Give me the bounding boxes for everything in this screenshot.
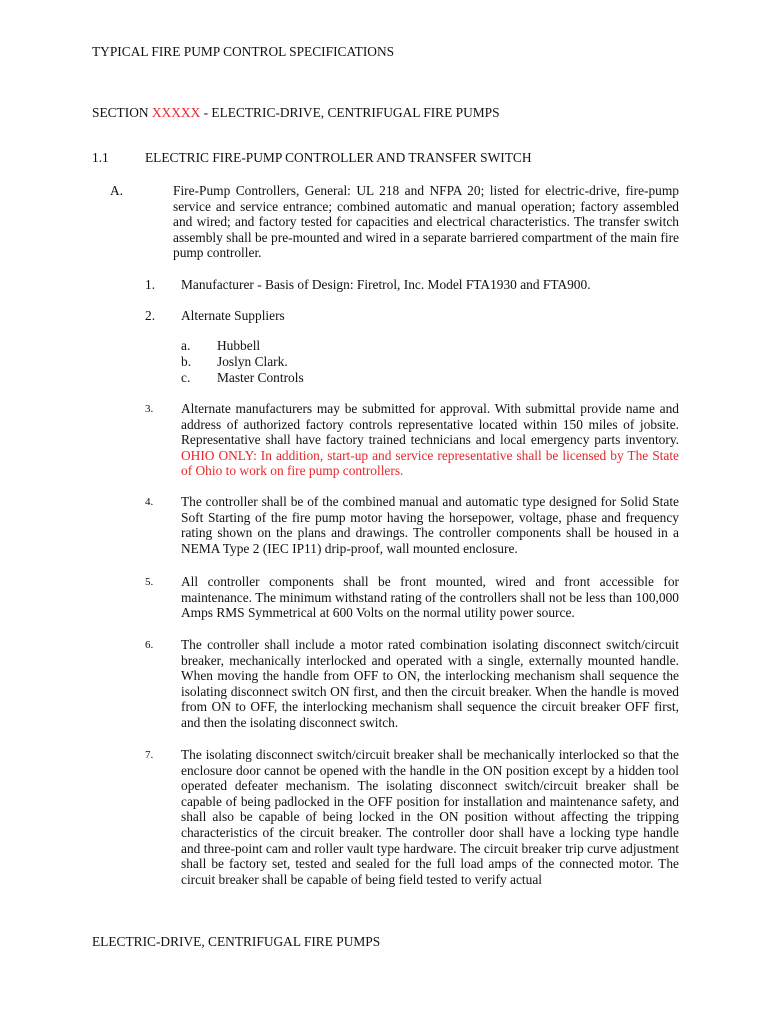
section-heading: SECTION XXXXX - ELECTRIC-DRIVE, CENTRIFUGAL FIRE PUMPS: [92, 105, 500, 120]
supplier-b-label: b.: [181, 354, 192, 369]
item-4-number: 4.: [145, 496, 154, 508]
item-6-text: The controller shall include a motor rated combination isolating disconnect switch/circuit breaker, mechanically interlocked and operated with a single, externally mounted handle. When moving the handle from OFF to ON, the interlocking mechanism shall sequence the isolating disconnect switch ON first, and then the circuit breaker. When the handle is moved from ON to OFF, the interlocking mechanism shall sequence the circuit breaker OFF first, and then the isolating disconnect switch.: [181, 637, 679, 730]
supplier-c-name: Master Controls: [217, 370, 304, 385]
paragraph-a-text: Fire-Pump Controllers, General: UL 218 and NFPA 20; listed for electric-drive, fire-pump service and service entrance; combined automatic and manual operation; factory assembled and wired; and factory tested for capacities and electrical characteristics. The transfer switch assembly shall be pre-mounted and wired in a separate barriered compartment of the main fire pump controller.: [173, 183, 679, 261]
item-2-text: Alternate Suppliers: [181, 308, 285, 323]
section-number-placeholder: XXXXX: [151, 105, 201, 120]
supplier-b-name: Joslyn Clark.: [217, 354, 288, 369]
item-3-text: Alternate manufacturers may be submitted for approval. With submittal provide name and address of authorized factory controls representative located within 150 miles of jobsite. Representative shall have factory trained technicians and local emergency parts inventory. OHIO ONLY: In addition, start-up and service representative shall be licensed by The State of Ohio to work on fire pump controllers.: [181, 401, 679, 479]
item-1-number: 1.: [145, 277, 156, 292]
item-5-text: All controller components shall be front mounted, wired and front accessible for maintenance. The minimum withstand rating of the controllers shall not be less than 100,000 Amps RMS Symmetrical at 600 Volts on the normal utility power source.: [181, 574, 679, 621]
item-2-number: 2.: [145, 308, 156, 323]
item-6-number: 6.: [145, 639, 154, 651]
item-7-text: The isolating disconnect switch/circuit breaker shall be mechanically interlocked so that the enclosure door cannot be opened with the handle in the ON position except by a hidden tool operated defeater mechanism. The isolating disconnect switch/circuit breaker shall be capable of being padlocked in the OFF position for installation and maintenance safety, and shall also be capable of being locked in the ON position without affecting the tripping characteristics of the circuit breaker. The controller door shall have a locking type handle and three-point cam and roller vault type hardware. The circuit breaker trip curve adjustment shall be factory set, tested and sealed for the full load amps of the connected motor. The circuit breaker shall be capable of being field tested to verify actual: [181, 747, 679, 887]
supplier-a-name: Hubbell: [217, 338, 261, 353]
supplier-a-label: a.: [181, 338, 191, 353]
item-5-number: 5.: [145, 576, 154, 588]
ohio-only-notice: OHIO ONLY: In addition, start-up and service representative shall be licensed by The State of Ohio to work on fire pump controllers.: [181, 447, 679, 479]
document-title: TYPICAL FIRE PUMP CONTROL SPECIFICATIONS: [92, 44, 395, 59]
item-7-number: 7.: [145, 749, 154, 761]
supplier-c-label: c.: [181, 370, 191, 385]
page-footer: ELECTRIC-DRIVE, CENTRIFUGAL FIRE PUMPS: [92, 934, 381, 949]
item-3-number: 3.: [145, 403, 154, 415]
paragraph-label-a: A.: [110, 183, 124, 198]
item-4-text: The controller shall be of the combined manual and automatic type designed for Solid State Soft Starting of the fire pump motor having the horsepower, voltage, phase and frequency rating shown on the plans and drawings. The controller components shall be housed in a NEMA Type 2 (IEC IP11) drip-proof, wall mounted enclosure.: [181, 494, 679, 556]
item-1-text: Manufacturer - Basis of Design: Firetrol, Inc. Model FTA1930 and FTA900.: [181, 277, 591, 292]
subsection-title: ELECTRIC FIRE-PUMP CONTROLLER AND TRANSFER SWITCH: [145, 150, 532, 165]
subsection-number: 1.1: [92, 150, 109, 165]
